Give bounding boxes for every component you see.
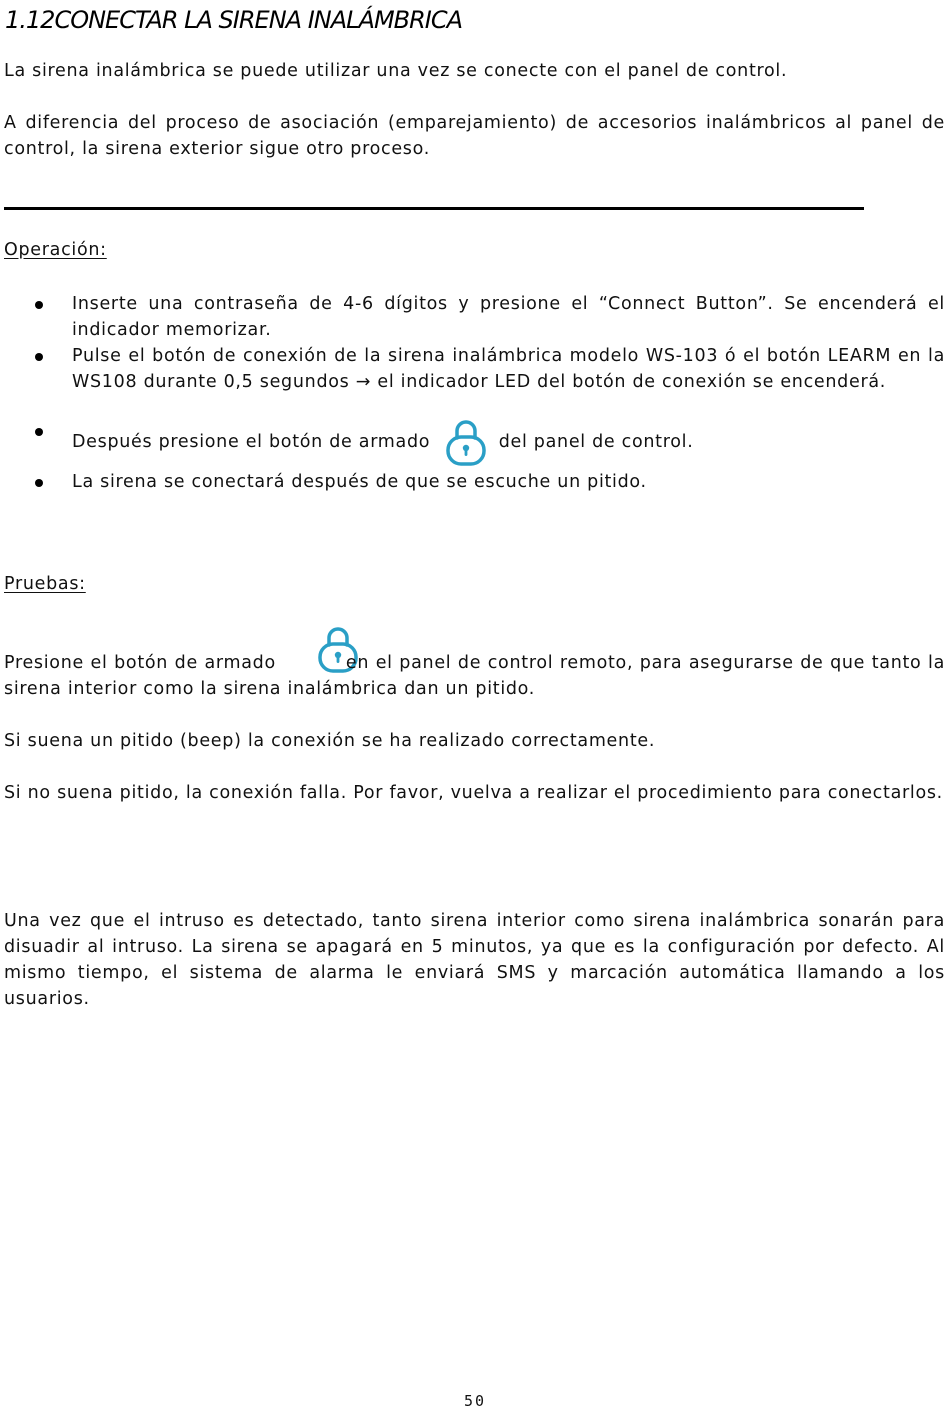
operation-steps-list-3 bbox=[32, 469, 945, 495]
tests-press-before: Presione el botón de armado bbox=[4, 653, 276, 673]
operation-step-2: Pulse el botón de conexión de la sirena inalámbrica modelo WS-103 ó el botón LEARM en la WS108 durante 0,5 segundos → el indicador LED del botón de conexión se encenderá. bbox=[32, 343, 945, 395]
operation-step-1: Inserte una contraseña de 4-6 dígitos y presione el “Connect Button”. Se encenderá el indicador memorizar. bbox=[32, 291, 945, 343]
page-number: 50 bbox=[463, 1392, 487, 1410]
operation-step-4: La sirena se conectará después de que se escuche un pitido. bbox=[32, 469, 945, 495]
arm-instruction-before: Después presione el botón de armado bbox=[72, 432, 431, 452]
tests-paragraph bbox=[4, 650, 945, 702]
tests-success-paragraph: Si suena un pitido (beep) la conexión se ha realizado correctamente. bbox=[4, 731, 656, 751]
arm-instruction-after: del panel de control. bbox=[498, 432, 694, 452]
intro-paragraph-2: A diferencia del proceso de asociación (emparejamiento) de accesorios inalámbricos al panel de control, la sirena exterior sigue otro proceso. bbox=[4, 113, 945, 159]
tests-heading: Pruebas: bbox=[4, 574, 86, 594]
operation-step-3 bbox=[32, 418, 945, 468]
intruder-paragraph: Una vez que el intruso es detectado, tanto sirena interior como sirena inalámbrica sonarán para disuadir al intruso. La sirena se apagará en 5 minutos, ya que es la configuración por defecto. Al mismo tiempo, el sistema de alarma le enviará SMS y marcación automática llamando a los usuarios. bbox=[4, 911, 945, 1009]
operation-steps-list bbox=[32, 291, 945, 395]
horizontal-divider bbox=[4, 207, 864, 210]
tests-press-after: en el panel de control remoto, para asegurarse de que tanto la sirena interior como la sirena inalámbrica dan un pitido. bbox=[4, 653, 945, 699]
tests-failure-paragraph: Si no suena pitido, la conexión falla. Por favor, vuelva a realizar el procedimiento para conectarlos. bbox=[4, 783, 943, 803]
operation-steps-list-2 bbox=[32, 418, 945, 468]
operation-heading: Operación: bbox=[4, 240, 107, 260]
lock-icon-graphic bbox=[444, 417, 488, 467]
section-title: 1.12CONECTAR LA SIRENA INALÁMBRICA bbox=[5, 6, 463, 34]
lock-icon bbox=[444, 417, 488, 467]
intro-paragraph-1: La sirena inalámbrica se puede utilizar una vez se conecte con el panel de control. bbox=[4, 61, 788, 81]
